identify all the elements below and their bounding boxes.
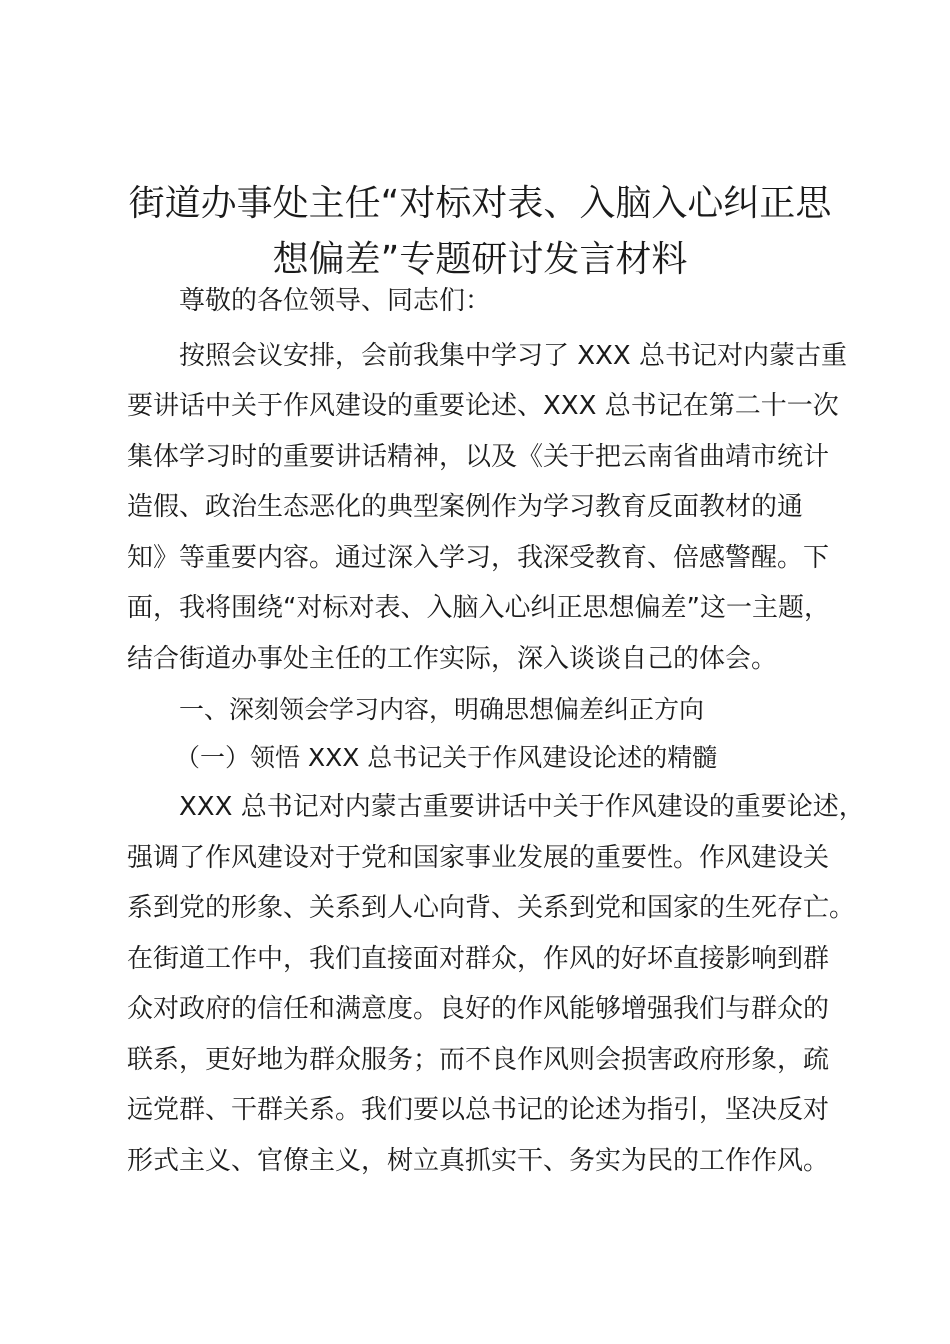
paragraph-line: 系到党的形象、关系到人心向背、关系到党和国家的生死存亡。 [127,893,856,923]
paragraph-line: 在街道工作中，我们直接面对群众，作风的好坏直接影响到群 [127,943,830,974]
paragraph-line: 按照会议安排，会前我集中学习了 XXX 总书记对内蒙古重 [179,340,847,371]
paragraph-line: 结合街道办事处主任的工作实际，深入谈谈自己的体会。 [127,643,778,674]
salutation [127,276,867,327]
paragraph-line: 要讲话中关于作风建设的重要论述、XXX 总书记在第二十一次 [127,391,839,421]
section-heading: 一、深刻领会学习内容，明确思想偏差纠正方向 [179,695,705,724]
paragraph-line: 远党群、干群关系。我们要以总书记的论述为指引，坚决反对 [127,1095,830,1125]
document-title [120,176,840,288]
paragraph-line: 众对政府的信任和满意度。良好的作风能够增强我们与群众的 [127,994,830,1024]
salutation-text: 尊敬的各位领导、同志们： [179,286,492,316]
paragraph-line: 造假、政治生态恶化的典型案例作为学习教育反面教材的通 [127,492,804,522]
paragraph-intro [127,331,867,685]
paragraph-line: XXX 总书记对内蒙古重要讲话中关于作风建设的重要论述， [179,792,865,822]
paragraph-line: 知》等重要内容。通过深入学习，我深受教育、倍感警醒。下 [127,542,830,573]
document-body [127,276,867,1186]
title-line: 街道办事处主任“对标对表、入脑入心纠正思 [128,183,832,224]
paragraph-line: 形式主义、官僚主义，树立真抓实干、务实为民的工作作风。 [127,1145,830,1176]
paragraph-line: 联系，更好地为群众服务；而不良作风则会损害政府形象，疏 [127,1044,830,1075]
title-line: 想偏差”专题研讨发言材料 [272,239,688,280]
subsection-heading: （一）领悟 XXX 总书记关于作风建设论述的精髓 [175,743,718,772]
paragraph-line: 面，我将围绕“对标对表、入脑入心纠正思想偏差”这一主题， [127,593,830,623]
paragraph-line: 强调了作风建设对于党和国家事业发展的重要性。作风建设关 [127,842,830,873]
paragraph-body [127,782,867,1186]
paragraph-line: 集体学习时的重要讲话精神，以及《关于把云南省曲靖市统计 [127,441,830,472]
